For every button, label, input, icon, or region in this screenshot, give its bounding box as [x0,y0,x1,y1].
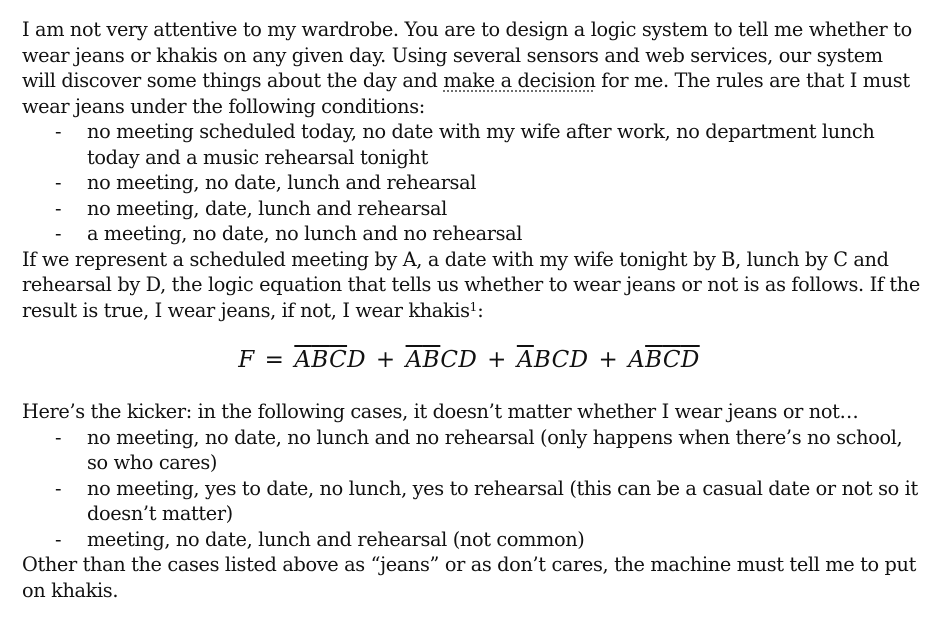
representation-paragraph [22,247,922,324]
list-item: - no meeting, no date, no lunch and no rehearsal (only happens when there’s no school, so who cares) [22,425,922,476]
dont-care-conditions-list [22,425,922,553]
variable: C [440,347,459,374]
negated-variable: $\overline{A}$ [516,347,534,374]
variable: D [569,347,589,374]
list-item: - no meeting, date, lunch and rehearsal [22,196,922,222]
plus-sign: + [598,347,619,374]
representation-suffix: : [477,298,484,322]
negated-variable: $\overline{C}$ [329,347,348,374]
variable: D [347,347,366,374]
variable: A [628,347,646,374]
list-item: - a meeting, no date, no lunch and no rehearsal [22,221,922,247]
negated-variable: $\overline{B}$ [645,347,663,374]
equation-term [517,348,589,374]
list-item: - no meeting scheduled today, no date with my wife after work, no department lunch today and a music rehearsal tonight [22,119,922,170]
negated-variable: $\overline{B}$ [311,347,330,374]
intro-text-2: for me. The rules are that I must wear jeans under the following conditions: [22,69,910,118]
intro-text-1: I am not very attentive to my wardrobe. You are to design a logic system to tell me whether to wear jeans or khakis on any given day. Using several sensors and web services, our system will discover some things about the day and [22,18,912,92]
closing-paragraph: Other than the cases listed above as “jeans” or as don’t cares, the machine must tell me to put on khakis. [22,553,916,602]
plus-sign: + [487,347,507,374]
spellcheck-squiggle-phrase[interactable]: make a decision [443,69,596,92]
intro-paragraph [22,17,922,119]
negated-variable: $\overline{B}$ [422,347,441,374]
variable: B [533,347,552,374]
equation-lhs: F [238,347,255,374]
negated-variable: $\overline{D}$ [680,347,700,374]
equation-term [628,348,700,374]
equation-term [406,348,478,374]
negated-variable: $\overline{C}$ [662,347,681,374]
kicker-paragraph: Here’s the kicker: in the following cases, it doesn’t matter whether I wear jeans or not… [22,400,859,423]
negated-variable: $\overline{A}$ [294,347,312,374]
negated-variable: $\overline{A}$ [405,347,423,374]
equation-term [294,348,366,374]
representation-text: If we represent a scheduled meeting by A, a date with my wife tonight by B, lunch by C and rehearsal by D, the logic equation that tells us whether to wear jeans or not is as follows. If the result is true, I wear jeans, if not, I wear khakis [22,247,920,322]
jeans-conditions-list [22,119,922,247]
variable: C [551,347,570,374]
logic-equation [22,323,922,399]
plus-sign: + [375,347,396,374]
document-body [22,17,922,603]
list-item: - no meeting, no date, lunch and rehearsal [22,170,922,196]
list-item: - no meeting, yes to date, no lunch, yes to rehearsal (this can be a casual date or not so it doesn’t matter) [22,476,922,527]
list-item: - meeting, no date, lunch and rehearsal (not common) [22,527,922,553]
variable: D [458,347,478,374]
footnote-reference[interactable]: 1 [469,299,478,314]
equals-sign: = [264,347,285,374]
